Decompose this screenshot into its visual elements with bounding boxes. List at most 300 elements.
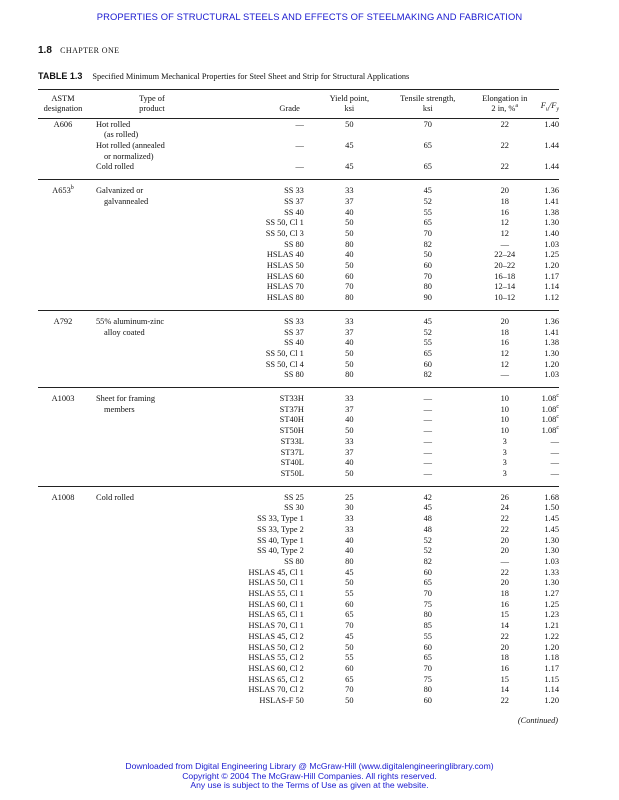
table-row	[38, 218, 559, 229]
cell-yield: 45	[345, 162, 354, 172]
cell-elongation: 22	[500, 514, 509, 524]
cell-elongation: 3	[502, 436, 507, 446]
cell-tensile: 70	[423, 589, 432, 599]
cell-tensile: 80	[423, 685, 432, 695]
cell-product	[88, 610, 216, 621]
cell-tensile: 45	[423, 316, 432, 326]
cell-designation	[38, 621, 88, 632]
cell-ratio: 1.68	[544, 492, 559, 502]
cell-designation	[38, 197, 88, 208]
table-row	[38, 448, 559, 459]
cell-grade: HSLAS 70, Cl 1	[248, 621, 304, 631]
table-row	[38, 240, 559, 251]
table-row	[38, 492, 559, 504]
cell-grade: HSLAS 65, Cl 1	[248, 610, 304, 620]
table-row	[38, 393, 559, 405]
cell-ratio: 1.40	[544, 119, 559, 129]
cell-product	[88, 272, 216, 283]
table-row	[38, 437, 559, 448]
cell-ratio: 1.41	[544, 196, 559, 206]
cell-yield: 40	[345, 458, 354, 468]
cell-tensile: 52	[423, 535, 432, 545]
cell-elongation: 15	[500, 610, 509, 620]
cell-grade: ST50H	[279, 426, 304, 436]
footer-download-line: Downloaded from Digital Engineering Library @ McGraw-Hill (www.digitalengineeringlibrary.com)	[125, 761, 494, 771]
cell-tensile: 85	[423, 621, 432, 631]
cell-elongation: 10	[500, 404, 509, 414]
cell-tensile: 65	[423, 578, 432, 588]
cell-tensile: 65	[423, 653, 432, 663]
cell-elongation: —	[500, 370, 509, 380]
cell-grade: SS 50, Cl 1	[265, 348, 304, 358]
cell-yield: 30	[345, 503, 354, 513]
table-row	[38, 458, 559, 469]
table-row	[38, 664, 559, 675]
cell-ratio: —	[550, 468, 559, 478]
cell-elongation: 26	[500, 492, 509, 502]
cell-ratio: 1.12	[544, 293, 559, 303]
table-row	[38, 557, 559, 568]
table-row	[38, 282, 559, 293]
cell-ratio: 1.30	[544, 578, 559, 588]
table-row	[38, 152, 559, 163]
cell-ratio: 1.45	[544, 514, 559, 524]
table-title: Specified Minimum Mechanical Properties for Steel Sheet and Strip for Structural Applications	[92, 72, 410, 81]
cell-yield: 50	[345, 218, 354, 228]
cell-elongation: 3	[502, 468, 507, 478]
cell-ratio: 1.25	[544, 599, 559, 609]
cell-elongation: 18	[500, 327, 509, 337]
cell-yield: 33	[345, 436, 354, 446]
cell-product	[88, 643, 216, 654]
cell-product	[88, 261, 216, 272]
cell-ratio: 1.23	[544, 610, 559, 620]
cell-tensile: —	[423, 468, 432, 478]
table-row	[38, 610, 559, 621]
cell-designation: A1008	[51, 492, 75, 502]
cell-product: members	[103, 404, 135, 414]
header-designation: ASTM designation	[38, 90, 88, 119]
cell-designation	[38, 578, 88, 589]
table-row	[38, 514, 559, 525]
cell-elongation: 20	[500, 578, 509, 588]
cell-elongation: 16	[500, 207, 509, 217]
table-row	[38, 525, 559, 536]
cell-grade: SS 37	[284, 196, 304, 206]
cell-elongation: 22	[500, 119, 509, 129]
cell-grade: SS 40, Type 1	[257, 535, 304, 545]
table-row	[38, 197, 559, 208]
cell-product	[88, 685, 216, 696]
cell-tensile: 60	[423, 261, 432, 271]
cell-tensile: 70	[423, 119, 432, 129]
cell-product	[88, 349, 216, 360]
cell-tensile: 65	[423, 218, 432, 228]
cell-tensile: 60	[423, 567, 432, 577]
cell-designation	[38, 293, 88, 304]
cell-yield: 80	[345, 239, 354, 249]
cell-designation	[38, 653, 88, 664]
cell-yield: 45	[345, 567, 354, 577]
cell-product	[88, 514, 216, 525]
cell-designation	[38, 458, 88, 469]
cell-grade: SS 50, Cl 3	[265, 228, 304, 238]
cell-product	[88, 589, 216, 600]
cell-yield: 33	[345, 186, 354, 196]
cell-yield: 65	[345, 674, 354, 684]
cell-designation	[38, 568, 88, 579]
cell-yield: 40	[345, 415, 354, 425]
cell-product	[88, 503, 216, 514]
cell-ratio	[541, 152, 559, 163]
cell-elongation: 12	[500, 228, 509, 238]
chapter-name: CHAPTER ONE	[60, 46, 120, 55]
cell-product	[88, 282, 216, 293]
cell-grade: SS 33, Type 1	[257, 514, 304, 524]
cell-product	[88, 426, 216, 437]
cell-designation	[38, 426, 88, 437]
cell-product	[88, 621, 216, 632]
cell-product: 55% aluminum-zinc	[95, 316, 165, 326]
cell-ratio: 1.40	[544, 228, 559, 238]
cell-product: Hot rolled (annealed	[95, 141, 165, 150]
cell-elongation: 10	[500, 394, 509, 404]
cell-designation	[38, 208, 88, 219]
cell-elongation: 16	[500, 599, 509, 609]
cell-yield: 25	[345, 492, 354, 502]
cell-designation	[38, 503, 88, 514]
cell-yield: 80	[345, 370, 354, 380]
cell-yield: 60	[345, 599, 354, 609]
cell-designation	[38, 469, 88, 480]
cell-grade	[216, 130, 312, 141]
cell-designation	[38, 338, 88, 349]
cell-tensile: 65	[423, 348, 432, 358]
cell-designation	[38, 525, 88, 536]
cell-yield: 45	[345, 141, 354, 150]
cell-designation	[38, 141, 88, 152]
cell-product	[88, 448, 216, 459]
cell-tensile: 55	[423, 207, 432, 217]
cell-yield: 65	[345, 610, 354, 620]
cell-product	[88, 632, 216, 643]
cell-elongation: 22	[500, 631, 509, 641]
cell-yield: 40	[345, 535, 354, 545]
cell-elongation: 24	[500, 503, 509, 513]
table-row	[38, 316, 559, 328]
table-row	[38, 349, 559, 360]
table-row	[38, 185, 559, 197]
table-row	[38, 118, 559, 130]
table-row	[38, 568, 559, 579]
cell-grade: HSLAS 55, Cl 2	[248, 653, 304, 663]
cell-product	[88, 557, 216, 568]
cell-tensile: 60	[423, 642, 432, 652]
chapter-heading	[38, 45, 119, 56]
cell-tensile: 90	[423, 293, 432, 303]
cell-designation	[38, 546, 88, 557]
cell-ratio: 1.50	[544, 503, 559, 513]
cell-grade: ST40H	[279, 415, 304, 425]
cell-ratio: 1.25	[544, 250, 559, 260]
cell-product	[88, 229, 216, 240]
cell-elongation: 22	[500, 567, 509, 577]
cell-ratio: —	[550, 436, 559, 446]
cell-tensile: 55	[423, 338, 432, 348]
cell-tensile: 52	[423, 196, 432, 206]
cell-designation: A792	[53, 316, 73, 326]
cell-grade: SS 80	[284, 370, 304, 380]
cell-yield	[312, 152, 387, 163]
cell-grade: SS 30	[284, 503, 304, 513]
cell-elongation: 20	[500, 316, 509, 326]
cell-grade: ST33L	[280, 436, 304, 446]
cell-designation	[38, 261, 88, 272]
table-row	[38, 675, 559, 686]
cell-yield: 50	[345, 348, 354, 358]
cell-designation	[38, 664, 88, 675]
header-elongation: Elongation in 2 in, %$^a$	[469, 90, 541, 119]
cell-product: Hot rolled	[95, 119, 131, 129]
cell-elongation	[469, 152, 541, 163]
cell-designation	[38, 130, 88, 141]
cell-designation	[38, 610, 88, 621]
cell-elongation: 12–14	[494, 282, 516, 292]
cell-elongation: 10	[500, 426, 509, 436]
cell-product	[88, 600, 216, 611]
cell-ratio: 1.33	[544, 567, 559, 577]
cell-grade: ST37H	[279, 404, 304, 414]
cell-yield: 80	[345, 556, 354, 566]
cell-ratio: 1.20	[544, 261, 559, 271]
cell-elongation: 20	[500, 186, 509, 196]
cell-elongation: 18	[500, 653, 509, 663]
cell-yield: 60	[345, 271, 354, 281]
cell-yield: 50	[345, 426, 354, 436]
cell-grade: ST50L	[280, 468, 304, 478]
cell-grade: HSLAS 70, Cl 2	[248, 685, 304, 695]
cell-tensile: 45	[423, 503, 432, 513]
cell-ratio: 1.03	[544, 556, 559, 566]
cell-tensile: 55	[423, 631, 432, 641]
cell-elongation	[469, 130, 541, 141]
table-row	[38, 578, 559, 589]
cell-elongation: 18	[500, 589, 509, 599]
cell-designation	[38, 643, 88, 654]
cell-designation: A606	[53, 119, 73, 129]
cell-yield: 50	[345, 642, 354, 652]
cell-elongation: 12	[500, 359, 509, 369]
cell-grade: SS 33	[284, 316, 304, 326]
cell-designation	[38, 405, 88, 416]
cell-product	[88, 664, 216, 675]
cell-ratio: 1.18	[544, 653, 559, 663]
cell-tensile: 70	[423, 271, 432, 281]
cell-ratio: 1.14	[544, 282, 559, 292]
table-body	[38, 118, 559, 707]
cell-ratio: —	[550, 458, 559, 468]
cell-designation	[38, 370, 88, 381]
table-row	[38, 293, 559, 304]
cell-product	[88, 218, 216, 229]
cell-product: Cold rolled	[95, 162, 134, 172]
page-footer	[0, 762, 619, 791]
cell-yield: 40	[345, 250, 354, 260]
cell-tensile: 75	[423, 674, 432, 684]
header-ratio: $F_u/F_y$	[541, 90, 559, 119]
properties-table	[38, 89, 559, 707]
cell-ratio: 1.21	[544, 621, 559, 631]
cell-product: or normalized)	[103, 151, 154, 161]
cell-tensile: 52	[423, 327, 432, 337]
cell-ratio: 1.38	[544, 207, 559, 217]
cell-grade: SS 80	[284, 239, 304, 249]
cell-yield: 40	[345, 338, 354, 348]
cell-grade: HSLAS 50, Cl 2	[248, 642, 304, 652]
cell-tensile	[387, 130, 469, 141]
cell-grade: —	[295, 141, 304, 150]
cell-ratio: 1.20	[544, 642, 559, 652]
table-row	[38, 370, 559, 381]
cell-ratio: 1.41	[544, 327, 559, 337]
cell-ratio: 1.03	[544, 370, 559, 380]
cell-tensile: —	[423, 415, 432, 425]
cell-grade: SS 25	[284, 492, 304, 502]
cell-tensile: 70	[423, 228, 432, 238]
cell-designation	[38, 218, 88, 229]
cell-ratio: 1.38	[544, 338, 559, 348]
cell-ratio: 1.20	[544, 359, 559, 369]
cell-tensile: 48	[423, 524, 432, 534]
cell-ratio: 1.08$^c$	[541, 403, 559, 414]
cell-designation	[38, 685, 88, 696]
cell-tensile: 75	[423, 599, 432, 609]
cell-ratio: 1.44	[544, 162, 559, 172]
cell-product: Cold rolled	[95, 492, 134, 502]
cell-product	[88, 338, 216, 349]
cell-yield: 37	[345, 404, 354, 414]
cell-elongation: 22	[500, 524, 509, 534]
cell-elongation: 16–18	[494, 271, 516, 281]
cell-tensile: 80	[423, 610, 432, 620]
cell-elongation: 3	[502, 447, 507, 457]
cell-ratio: 1.17	[544, 663, 559, 673]
cell-elongation: 12	[500, 348, 509, 358]
cell-yield: 50	[345, 468, 354, 478]
cell-designation	[38, 589, 88, 600]
cell-ratio: 1.22	[544, 631, 559, 641]
cell-product	[88, 675, 216, 686]
cell-grade: —	[295, 119, 304, 129]
cell-grade: HSLAS 70	[266, 282, 304, 292]
cell-ratio: 1.08$^c$	[541, 414, 559, 425]
cell-yield: 50	[345, 359, 354, 369]
table-row	[38, 696, 559, 707]
table-row	[38, 469, 559, 480]
cell-designation	[38, 349, 88, 360]
cell-tensile: 45	[423, 186, 432, 196]
cell-product: Sheet for framing	[95, 394, 156, 404]
cell-ratio: 1.30	[544, 535, 559, 545]
cell-elongation: 14	[500, 621, 509, 631]
cell-elongation: 16	[500, 338, 509, 348]
cell-tensile: —	[423, 458, 432, 468]
cell-grade: SS 33, Type 2	[257, 524, 304, 534]
table-row	[38, 632, 559, 643]
cell-grade: SS 40, Type 2	[257, 546, 304, 556]
cell-grade: HSLAS-F 50	[259, 696, 304, 706]
cell-tensile: 82	[423, 370, 432, 380]
cell-yield: 70	[345, 621, 354, 631]
table-row	[38, 229, 559, 240]
header-product: Type of product	[88, 90, 216, 119]
table-row	[38, 405, 559, 416]
cell-tensile: 48	[423, 514, 432, 524]
cell-designation	[38, 557, 88, 568]
cell-product: (as rolled)	[103, 130, 139, 140]
cell-grade: SS 33	[284, 186, 304, 196]
table-row	[38, 621, 559, 632]
table-row	[38, 328, 559, 339]
cell-yield: 40	[345, 546, 354, 556]
cell-ratio: 1.08$^c$	[541, 393, 559, 404]
cell-tensile	[387, 152, 469, 163]
cell-grade: HSLAS 45, Cl 2	[248, 631, 304, 641]
cell-yield: 50	[345, 119, 354, 129]
cell-designation	[38, 600, 88, 611]
cell-yield: 37	[345, 196, 354, 206]
cell-ratio: 1.03	[544, 239, 559, 249]
cell-yield: 50	[345, 228, 354, 238]
cell-designation	[38, 229, 88, 240]
cell-designation	[38, 328, 88, 339]
cell-yield: 80	[345, 293, 354, 303]
cell-designation	[38, 162, 88, 173]
cell-grade: SS 40	[284, 207, 304, 217]
table-row	[38, 208, 559, 219]
cell-elongation: 12	[500, 218, 509, 228]
cell-ratio: 1.30	[544, 546, 559, 556]
table-caption	[38, 71, 409, 81]
cell-yield: 55	[345, 589, 354, 599]
cell-designation	[38, 272, 88, 283]
cell-ratio: 1.14	[544, 685, 559, 695]
cell-tensile: 50	[423, 250, 432, 260]
cell-ratio: 1.20	[544, 696, 559, 706]
cell-product: alloy coated	[103, 327, 145, 337]
cell-product	[88, 240, 216, 251]
continued-note: (Continued)	[517, 716, 558, 725]
footer-copyright-line: Copyright © 2004 The McGraw-Hill Companies. All rights reserved.	[182, 770, 437, 781]
cell-elongation: 22	[500, 162, 509, 172]
cell-yield: 50	[345, 696, 354, 706]
cell-ratio: 1.36	[544, 316, 559, 326]
table-row	[38, 415, 559, 426]
cell-tensile: 60	[423, 696, 432, 706]
cell-yield: 50	[345, 578, 354, 588]
cell-ratio: —	[550, 447, 559, 457]
cell-designation	[38, 240, 88, 251]
cell-product	[88, 360, 216, 371]
cell-elongation: 20–22	[494, 261, 516, 271]
cell-tensile: 42	[423, 492, 432, 502]
cell-tensile: 65	[423, 162, 432, 172]
cell-designation	[38, 632, 88, 643]
header-yield: Yield point, ksi	[312, 90, 387, 119]
cell-yield: 37	[345, 327, 354, 337]
cell-tensile: —	[423, 426, 432, 436]
cell-product	[88, 208, 216, 219]
